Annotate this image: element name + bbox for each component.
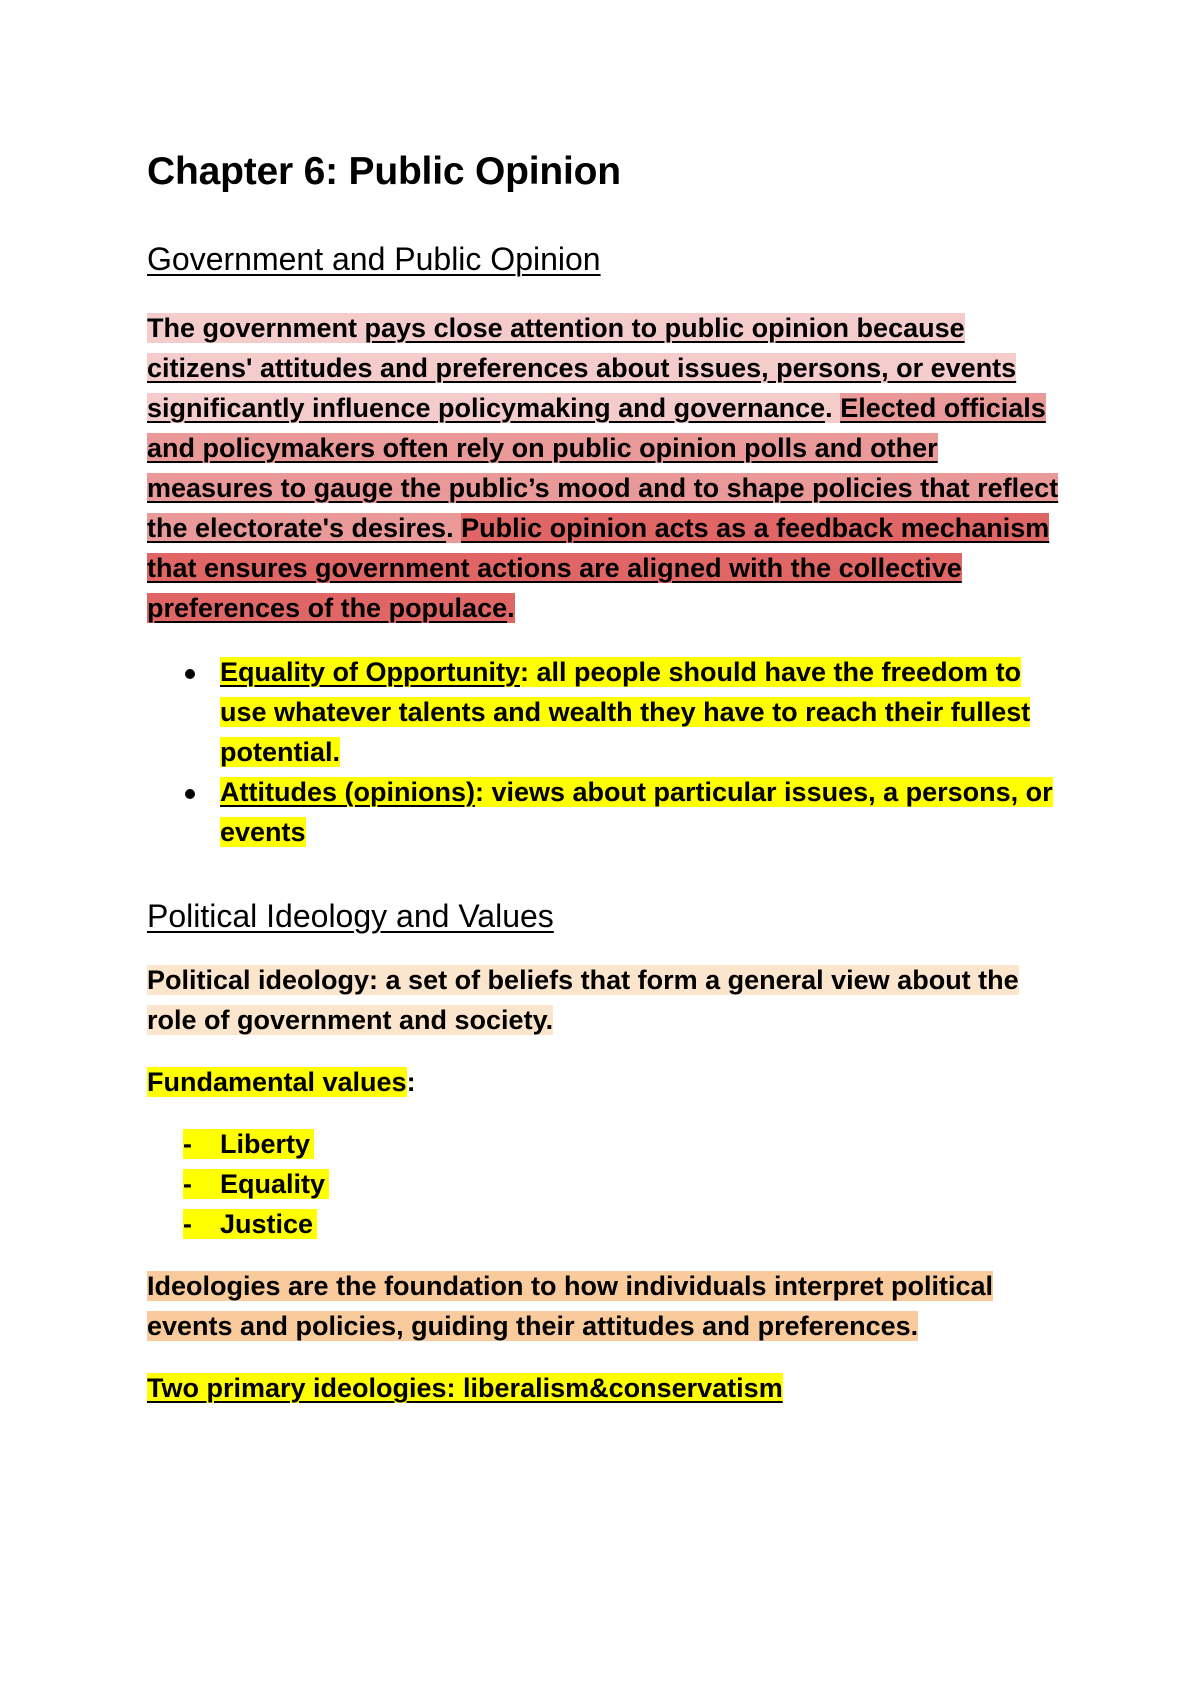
list-item bbox=[147, 772, 1067, 852]
list-item bbox=[147, 1164, 1067, 1204]
bullet-definition: : all people should have the freedom to use whatever talents and wealth they have to reach their fullest potential. bbox=[220, 656, 1031, 767]
value-text: Justice bbox=[220, 1209, 314, 1240]
bullet-definition: : views about particular issues, a persons, or events bbox=[220, 776, 1053, 847]
bullet-term: Equality of Opportunity bbox=[220, 656, 520, 687]
value-text: Equality bbox=[220, 1169, 326, 1200]
dash-marker: - bbox=[183, 1209, 192, 1240]
government-paragraph bbox=[147, 308, 1067, 628]
fundamental-values-text: Fundamental values bbox=[147, 1067, 407, 1098]
paragraph-sentence-1-end: . bbox=[825, 392, 841, 423]
primary-ideologies-line bbox=[147, 1368, 1067, 1408]
paragraph-sentence-1-underlined: pays close attention to public opinion because citizens' attitudes and preferences about issues, persons, or events significantly influence policymaking and governance bbox=[147, 312, 1017, 423]
fundamental-values-colon: : bbox=[406, 1067, 416, 1098]
paragraph-sentence-1-start: The government bbox=[147, 312, 365, 343]
document-body bbox=[147, 150, 1067, 1408]
fundamental-values-label bbox=[147, 1062, 1067, 1102]
values-dash-list bbox=[147, 1124, 1067, 1244]
list-item bbox=[147, 1124, 1067, 1164]
list-item bbox=[147, 1204, 1067, 1244]
bullet-dot-icon bbox=[185, 669, 195, 679]
ideology-definition-text: Political ideology: a set of beliefs that form a general view about the role of government and society. bbox=[147, 965, 1019, 1036]
ideology-definition bbox=[147, 960, 1067, 1040]
dash-marker: - bbox=[183, 1129, 192, 1160]
foundation-text: Ideologies are the foundation to how individuals interpret political events and policies, guiding their attitudes and preferences. bbox=[147, 1271, 994, 1342]
list-item bbox=[147, 652, 1067, 772]
chapter-title: Chapter 6: Public Opinion bbox=[147, 150, 621, 193]
value-highlight bbox=[183, 1209, 317, 1239]
value-text: Liberty bbox=[220, 1129, 311, 1160]
bullet-term: Attitudes (opinions) bbox=[220, 776, 475, 807]
value-highlight bbox=[183, 1129, 314, 1159]
definition-bullet-list bbox=[147, 652, 1067, 852]
primary-ideologies-text: Two primary ideologies: liberalism&conservatism bbox=[147, 1373, 783, 1404]
paragraph-sentence-3: Public opinion acts as a feedback mechanism that ensures government actions are aligned with the collective preferences of the populace bbox=[147, 512, 1050, 623]
dash-marker: - bbox=[183, 1169, 192, 1200]
paragraph-sentence-2: Elected officials and policymakers often rely on public opinion polls and other measures to gauge the public’s mood and to shape policies that reflect the electorate's desires bbox=[147, 392, 1059, 543]
section-heading-government: Government and Public Opinion bbox=[147, 240, 601, 277]
value-highlight bbox=[183, 1169, 329, 1199]
paragraph-sentence-3-end: . bbox=[507, 592, 515, 623]
ideologies-foundation-paragraph bbox=[147, 1266, 1067, 1346]
paragraph-sentence-2-end: . bbox=[446, 512, 462, 543]
section-heading-ideology: Political Ideology and Values bbox=[147, 897, 554, 934]
bullet-dot-icon bbox=[185, 789, 195, 799]
